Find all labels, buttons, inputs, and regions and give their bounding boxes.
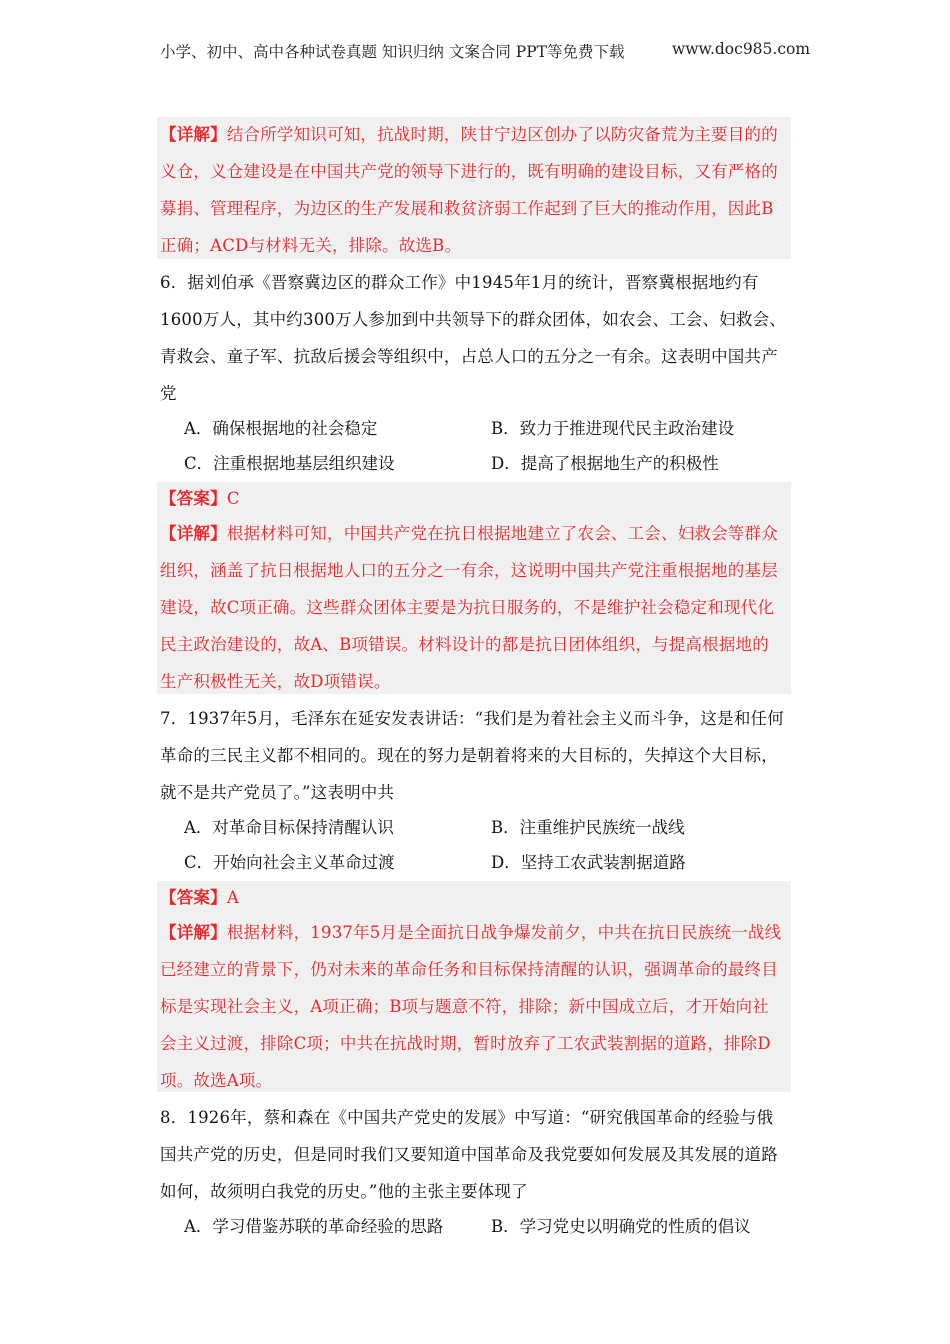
q6-detail-tag: 【详解】 [160,524,227,543]
q7-stem-line: 就不是共产党员了。”这表明中共 [160,783,395,802]
q6-detail-line: 民主政治建设的，故A、B项错误。材料设计的都是抗日团体组织，与提高根据地的 [160,635,769,654]
page-header [160,40,811,62]
q6-detail-line: 【详解】根据材料可知，中国共产党在抗日根据地建立了农会、工会、妇救会等群众 [160,524,778,543]
q7-stem-line: 7．1937年5月，毛泽东在延安发表讲话：“我们是为着社会主义而斗争，这是和任何 [160,709,784,728]
q6-stem-line: 党 [160,384,177,403]
q7-detail-line: 已经建立的背景下，仍对未来的革命任务和目标保持清醒的认识，强调革命的最终目 [160,960,778,979]
q7-answer [160,888,239,908]
q6-option-d: D．提高了根据地生产的积极性 [491,454,719,473]
header-site: www.doc985.com [672,40,811,58]
q5-detail-line: 【详解】结合所学知识可知，抗战时期，陕甘宁边区创办了以防灾备荒为主要目的的 [160,125,778,144]
q6-detail-line: 建设，故C项正确。这些群众团体主要是为抗日服务的，不是维护社会稳定和现代化 [160,598,775,617]
q6-answer [160,489,240,509]
q7-option-d: D．坚持工农武装割据道路 [491,853,686,872]
q7-option-c: C．开始向社会主义革命过渡 [184,853,395,872]
q8-stem-line: 如何，故须明白我党的历史。”他的主张主要体现了 [160,1182,528,1201]
q6-option-a: A．确保根据地的社会稳定 [184,419,378,438]
q5-detail-line: 义仓，义仓建设是在中国共产党的领导下进行的，既有明确的建设目标，又有严格的 [160,162,778,181]
q6-option-c: C．注重根据地基层组织建设 [184,454,395,473]
q8-option-b: B．学习党史以明确党的性质的倡议 [491,1217,751,1236]
q7-detail-line: 标是实现社会主义，A项正确；B项与题意不符，排除；新中国成立后，才开始向社 [160,997,769,1016]
q5-detail-line: 正确；ACD与材料无关，排除。故选B。 [160,236,462,255]
q8-stem-line: 8．1926年，蔡和森在《中国共产党史的发展》中写道：“研究俄国革命的经验与俄 [160,1108,774,1127]
q8-option-a: A．学习借鉴苏联的革命经验的思路 [184,1217,444,1236]
q7-stem-line: 革命的三民主义都不相同的。现在的努力是朝着将来的大目标的，失掉这个大目标， [160,746,778,765]
q7-detail-line: 会主义过渡，排除C项；中共在抗战时期，暂时放弃了工农武装割据的道路，排除D [160,1034,771,1053]
q7-answer-tag: 【答案】 [160,888,227,907]
q5-detail-line: 募捐、管理程序，为边区的生产发展和救贫济弱工作起到了巨大的推动作用，因此B [160,199,774,218]
q6-detail-line: 生产积极性无关，故D项错误。 [160,672,391,691]
q6-stem-line: 1600万人，其中约300万人参加到中共领导下的群众团体，如农会、工会、妇救会、 [160,310,786,329]
q5-detail-tag: 【详解】 [160,125,227,144]
q6-answer-tag: 【答案】 [160,489,227,508]
q6-answer-block [157,482,791,694]
header-text: 小学、初中、高中各种试卷真题 知识归纳 文案合同 PPT等免费下载 [160,43,625,61]
q7-detail-tag: 【详解】 [160,923,227,942]
q6-stem-line: 青救会、童子军、抗敌后援会等组织中，占总人口的五分之一有余。这表明中国共产 [160,347,778,366]
q7-option-a: A．对革命目标保持清醒认识 [184,818,394,837]
q7-answer-block [157,881,791,1092]
q6-option-b: B．致力于推进现代民主政治建设 [491,419,735,438]
q8-stem-line: 国共产党的历史，但是同时我们又要知道中国革命及我党要如何发展及其发展的道路 [160,1145,778,1164]
q6-detail-line: 组织，涵盖了抗日根据地人口的五分之一有余，这说明中国共产党注重根据地的基层 [160,561,778,580]
q7-detail-line: 项。故选A项。 [160,1071,273,1090]
q6-answer-value: C [226,489,240,508]
q7-option-b: B．注重维护民族统一战线 [491,818,685,837]
q7-answer-value: A [226,888,239,907]
q6-stem-line: 6．据刘伯承《晋察冀边区的群众工作》中1945年1月的统计，晋察冀根据地约有 [160,273,759,292]
q7-detail-line: 【详解】根据材料，1937年5月是全面抗日战争爆发前夕，中共在抗日民族统一战线 [160,923,782,942]
